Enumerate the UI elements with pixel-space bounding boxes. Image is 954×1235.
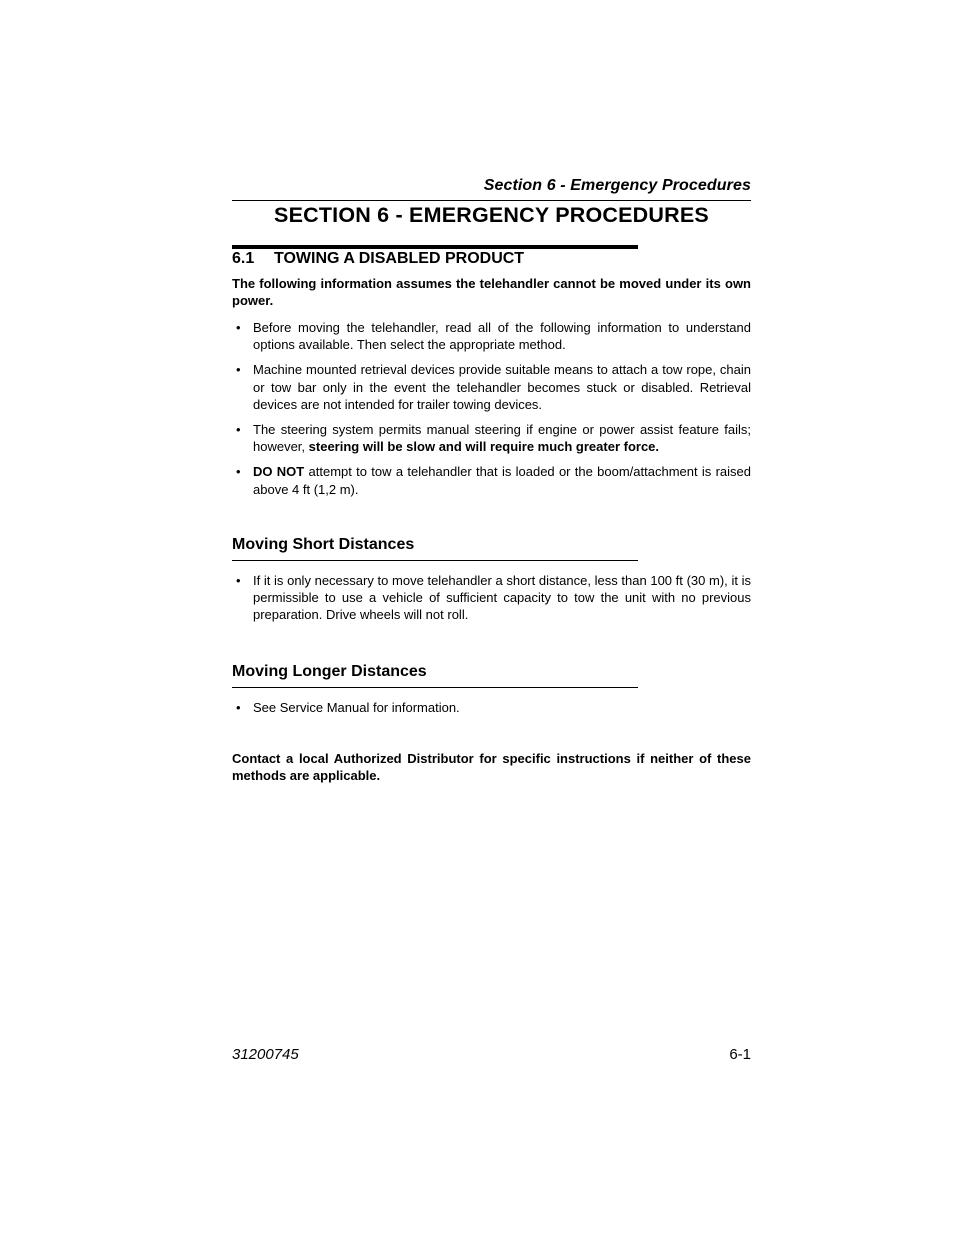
closing-note: Contact a local Authorized Distributor for specific instructions if neither of these methods are applicable. [232, 751, 751, 784]
bullet-icon: • [236, 362, 241, 378]
list-item [232, 463, 751, 497]
bullet-emphasis: steering will be slow and will require much greater force. [308, 439, 660, 455]
longer-distances-rule [232, 687, 638, 688]
list-item [232, 572, 751, 624]
list-item [232, 699, 751, 716]
running-header: Section 6 - Emergency Procedures [483, 177, 751, 194]
list-item [232, 319, 751, 353]
subsection-title: TOWING A DISABLED PRODUCT [274, 250, 525, 267]
subsection-number: 6.1 [232, 250, 255, 267]
bullet-text: Machine mounted retrieval devices provide suitable means to attach a tow rope, chain or tow bar only in the event the telehandler becomes stuck or disabled. Retrieval devices are not intended for trailer towing devices. [253, 362, 751, 412]
list-item [232, 421, 751, 455]
document-number: 31200745 [232, 1046, 299, 1063]
page-number: 6-1 [729, 1046, 751, 1063]
bullet-icon: • [236, 422, 241, 438]
bullet-icon: • [236, 573, 241, 588]
subsection-heading [232, 250, 524, 268]
longer-distances-list [232, 699, 751, 724]
header-rule [232, 200, 751, 201]
bullet-text: If it is only necessary to move telehandler a short distance, less than 100 ft (30 m), it is permissible to use a vehicle of sufficient capacity to tow the unit with no previous preparation. Drive wheels will not roll. [253, 573, 751, 623]
short-distances-heading: Moving Short Distances [232, 536, 415, 553]
longer-distances-heading: Moving Longer Distances [232, 663, 427, 680]
bullet-icon: • [236, 700, 241, 715]
intro-paragraph: The following information assumes the telehandler cannot be moved under its own power. [232, 276, 751, 309]
towing-bullet-list [232, 319, 751, 506]
list-item [232, 361, 751, 413]
bullet-text: attempt to tow a telehandler that is loaded or the boom/attachment is raised above 4 ft (1,2 m). [253, 464, 751, 497]
bullet-emphasis: DO NOT [253, 464, 305, 480]
section-title: SECTION 6 - EMERGENCY PROCEDURES [274, 203, 709, 227]
bullet-icon: • [236, 464, 241, 480]
bullet-text: Before moving the telehandler, read all of the following information to understand options available. Then select the appropriate method. [253, 320, 751, 353]
short-distances-list [232, 572, 751, 632]
manual-page [232, 0, 751, 1235]
bullet-text: See Service Manual for information. [253, 700, 460, 715]
bullet-text: The steering system permits manual steering if engine or power assist feature fails; however, [253, 422, 751, 455]
short-distances-rule [232, 560, 638, 561]
bullet-icon: • [236, 320, 241, 335]
subsection-rule [232, 245, 638, 249]
